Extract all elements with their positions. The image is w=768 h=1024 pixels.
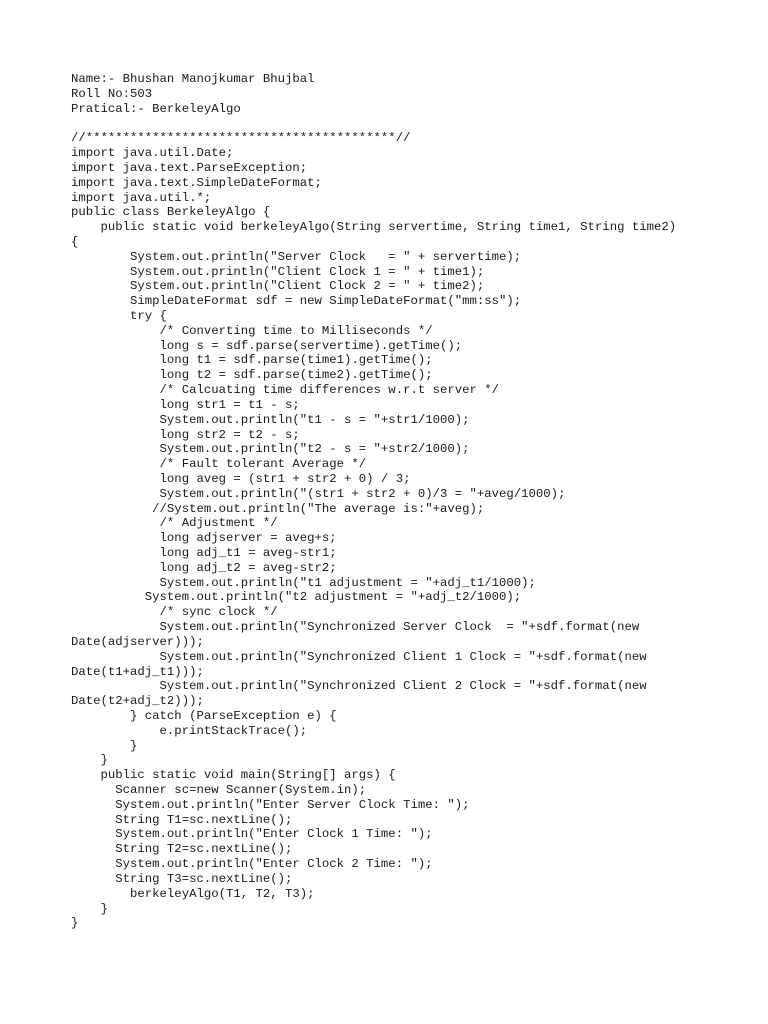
code-line: long adjserver = aveg+s; <box>71 531 337 546</box>
code-line: System.out.println("Client Clock 1 = " + time1); <box>71 264 485 279</box>
code-line: System.out.println("Server Clock = " + servertime); <box>71 249 522 264</box>
code-listing <box>71 131 761 931</box>
roll-number: Roll No:503 <box>71 86 153 101</box>
code-line: long t1 = sdf.parse(time1).getTime(); <box>71 353 433 368</box>
code-line: import java.text.ParseException; <box>71 160 308 175</box>
code-line: System.out.println("Enter Clock 2 Time: "); <box>71 857 433 872</box>
code-line: try { <box>71 309 167 323</box>
code-line: System.out.println("t2 - s = "+str2/1000); <box>71 442 470 457</box>
code-line: Date(t2+adj_t2))); <box>71 694 204 709</box>
code-line: System.out.println("t1 - s = "+str1/1000); <box>71 412 470 427</box>
student-name: Name:- Bhushan Manojkumar Bhujbal <box>71 72 315 86</box>
code-line: long aveg = (str1 + str2 + 0) / 3; <box>71 471 411 486</box>
code-line: System.out.println("t1 adjustment = "+adj_t1/1000); <box>71 575 536 590</box>
code-line: SimpleDateFormat sdf = new SimpleDateFormat("mm:ss"); <box>71 294 522 309</box>
code-line: e.printStackTrace(); <box>71 723 308 738</box>
code-line: } <box>71 753 108 768</box>
code-line: System.out.println("(str1 + str2 + 0)/3 = "+aveg/1000); <box>71 486 566 501</box>
code-line: Date(t1+adj_t1))); <box>71 664 204 679</box>
code-line: { <box>71 234 79 249</box>
code-line: public static void berkeleyAlgo(String servertime, String time1, String time2) <box>71 220 677 235</box>
code-line: //System.out.println("The average is:"+aveg); <box>71 501 485 516</box>
code-line: /* Adjustment */ <box>71 516 278 531</box>
code-line: System.out.println("t2 adjustment = "+adj_t2/1000); <box>71 590 522 605</box>
code-line: import java.util.*; <box>71 190 212 205</box>
code-line: long str1 = t1 - s; <box>71 397 300 412</box>
code-line: System.out.println("Client Clock 2 = " + time2); <box>71 279 485 294</box>
code-line: long adj_t2 = aveg-str2; <box>71 560 337 575</box>
code-line: /* Converting time to Milliseconds */ <box>71 323 433 338</box>
code-line: System.out.println("Enter Server Clock Time: "); <box>71 797 470 812</box>
code-line: Scanner sc=new Scanner(System.in); <box>71 783 367 797</box>
document-page <box>71 72 761 931</box>
code-line: String T3=sc.nextLine(); <box>71 871 293 886</box>
code-line: berkeleyAlgo(T1, T2, T3); <box>71 886 315 901</box>
code-line: System.out.println("Synchronized Server Clock = "+sdf.format(new <box>71 620 640 635</box>
code-line: } <box>71 916 79 931</box>
code-line: long s = sdf.parse(servertime).getTime(); <box>71 338 463 353</box>
code-line: //******************************************// <box>71 131 411 146</box>
code-line: long str2 = t2 - s; <box>71 427 300 442</box>
code-line: System.out.println("Synchronized Client 1 Clock = "+sdf.format(new <box>71 649 647 664</box>
code-line: String T1=sc.nextLine(); <box>71 812 293 827</box>
code-line: public static void main(String[] args) { <box>71 768 396 783</box>
code-line: import java.util.Date; <box>71 146 234 161</box>
code-line: import java.text.SimpleDateFormat; <box>71 175 322 190</box>
code-line: } <box>71 738 138 753</box>
code-line: /* sync clock */ <box>71 605 278 620</box>
code-line: } catch (ParseException e) { <box>71 708 337 723</box>
code-line: String T2=sc.nextLine(); <box>71 842 293 857</box>
code-line: long t2 = sdf.parse(time2).getTime(); <box>71 368 433 383</box>
code-line: /* Calcuating time differences w.r.t server */ <box>71 383 500 398</box>
code-line: public class BerkeleyAlgo { <box>71 205 271 220</box>
code-line: System.out.println("Synchronized Client 2 Clock = "+sdf.format(new <box>71 679 647 694</box>
code-line: /* Fault tolerant Average */ <box>71 457 367 472</box>
code-line: Date(adjserver))); <box>71 634 204 649</box>
spacer <box>71 116 761 131</box>
code-line: System.out.println("Enter Clock 1 Time: "); <box>71 827 433 842</box>
code-line: long adj_t1 = aveg-str1; <box>71 546 337 560</box>
practical-title: Pratical:- BerkeleyAlgo <box>71 101 241 116</box>
code-line: } <box>71 901 108 916</box>
